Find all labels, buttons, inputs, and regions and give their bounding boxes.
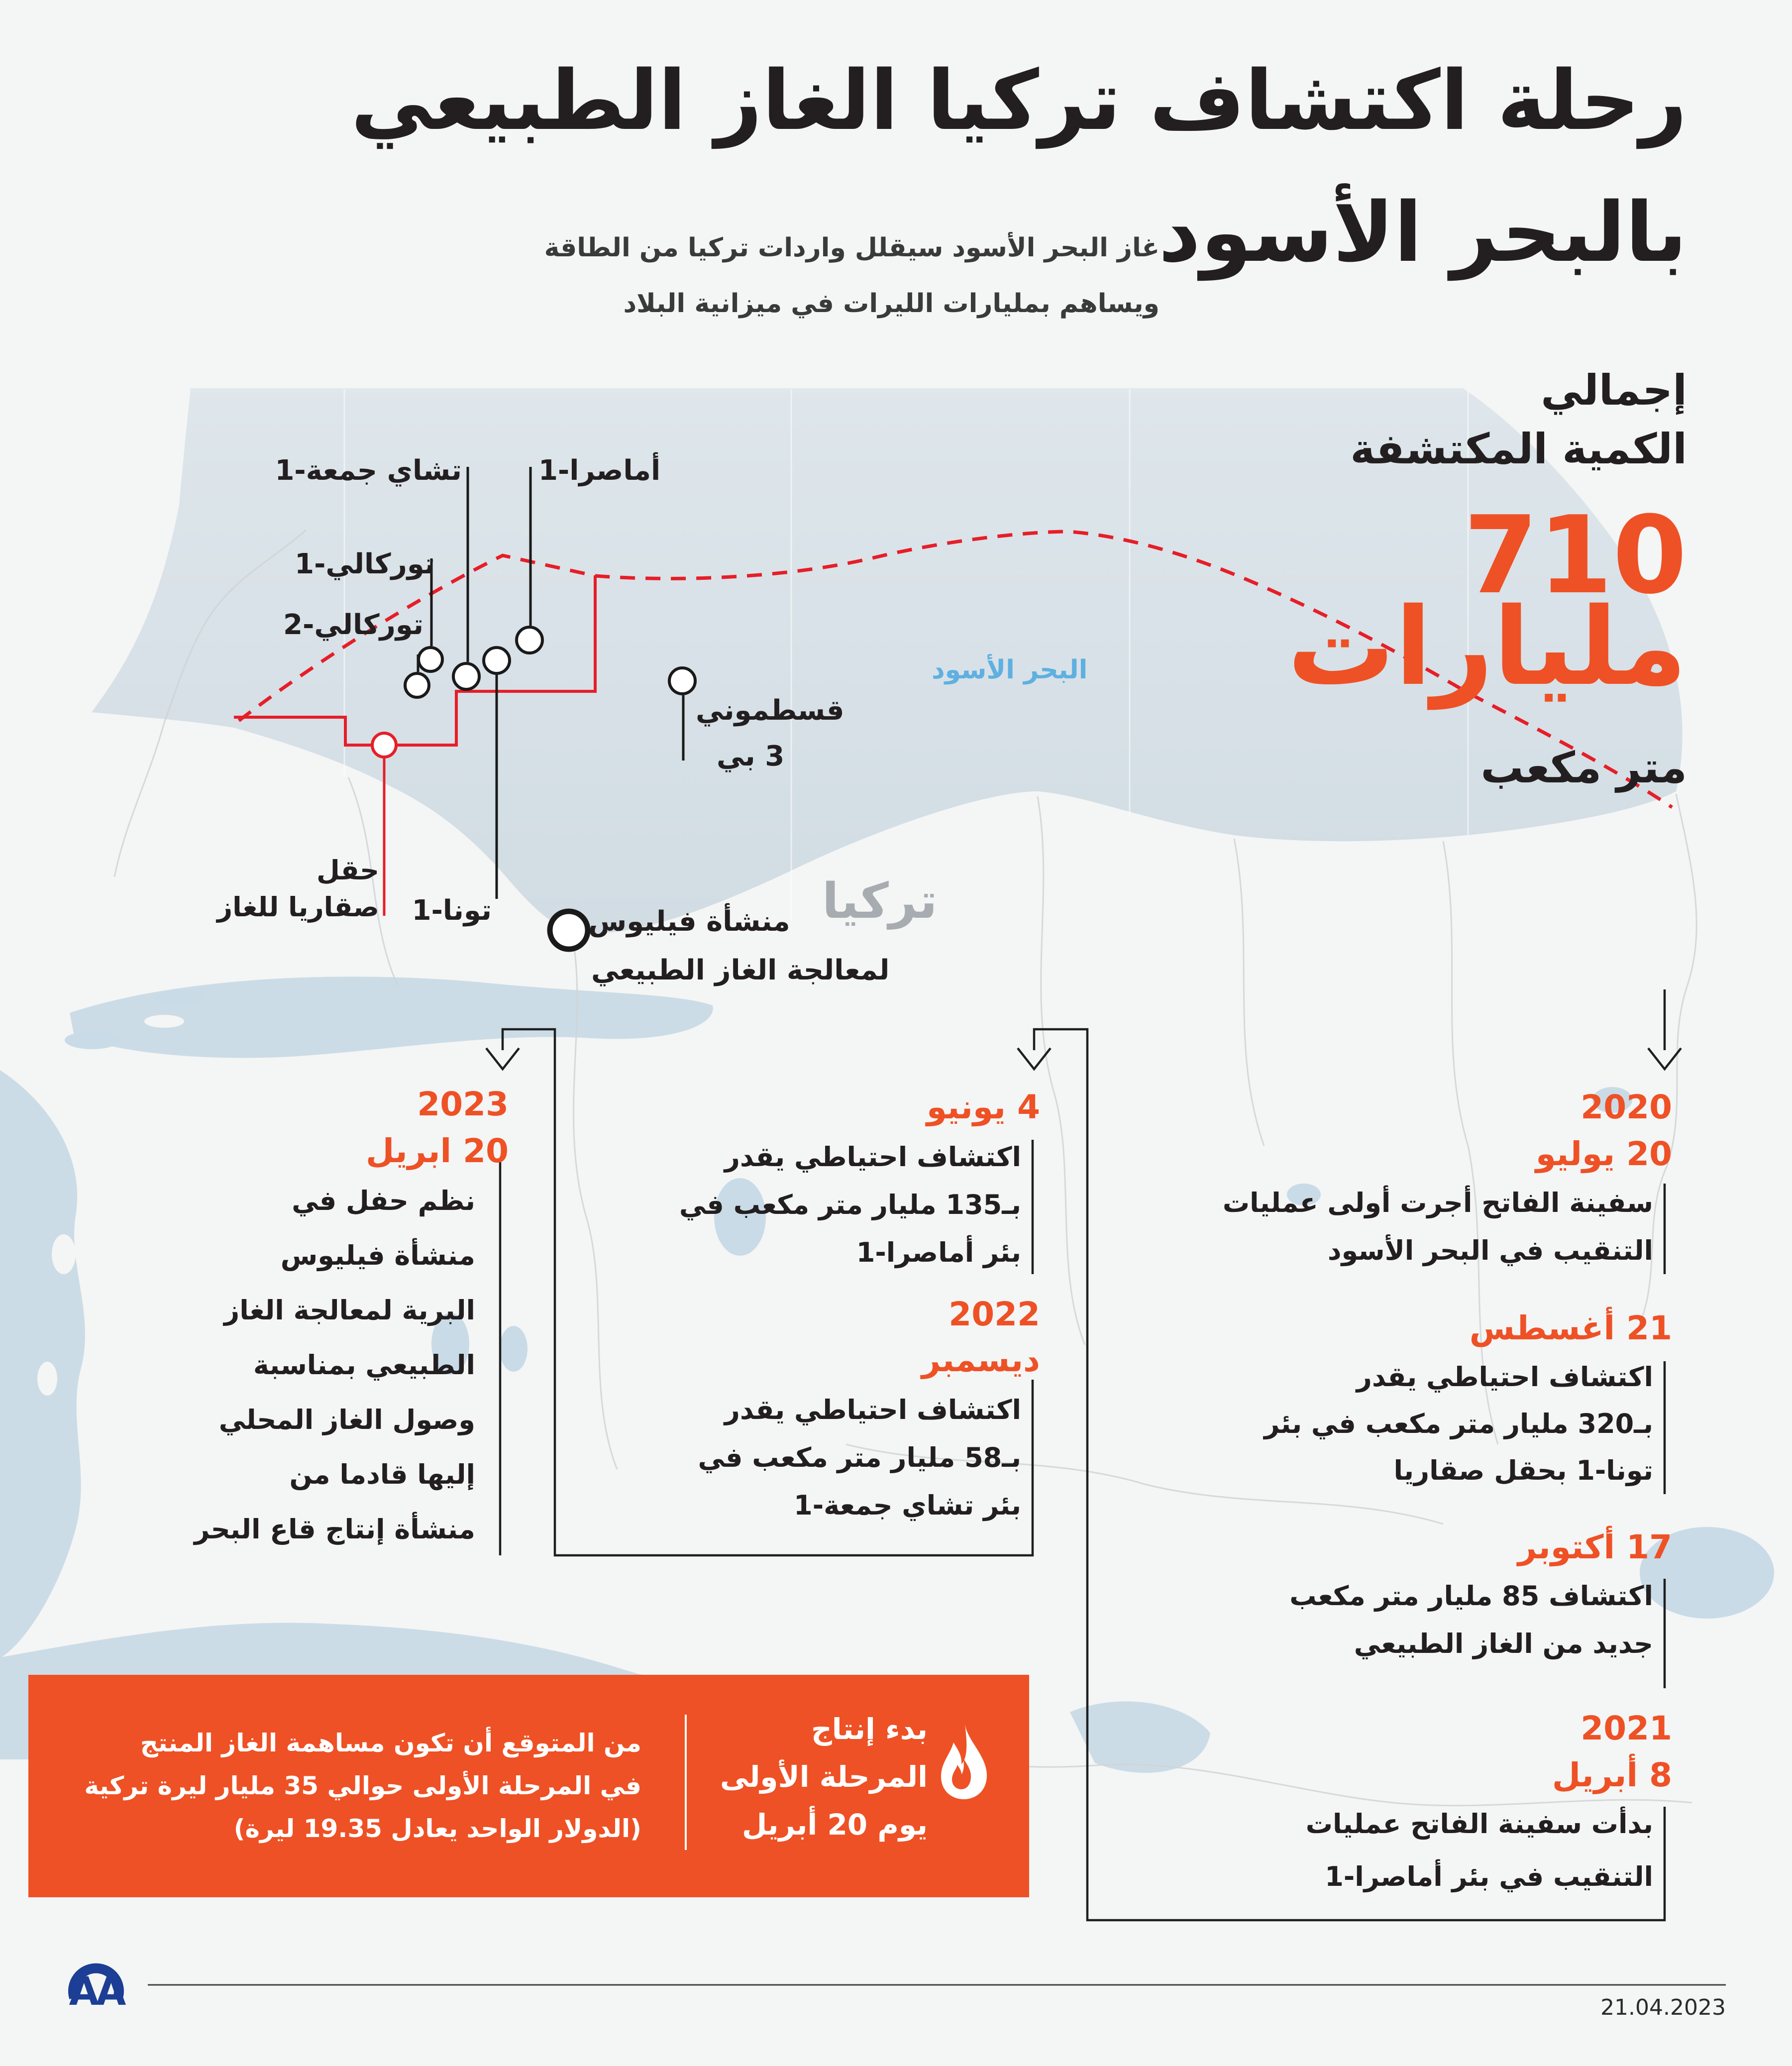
timeline-2020-body2-line2: بـ320 مليار متر مكعب في بئر [1264,1408,1653,1439]
well-label-kastamonu-line1: قسطموني [696,694,844,727]
filyos-facility-label-line1: منشأة فيليوس [588,905,790,938]
box-divider [685,1715,687,1850]
contribution-line2: في المرحلة الأولى حوالي 35 مليار ليرة تركية [84,1771,641,1800]
well-label-caycuma1: تشاي جمعة-1 [275,454,462,487]
timeline-2020-body3-line1: اكتشاف 85 مليار متر مكعب [1289,1580,1653,1612]
timeline-june4-body-line2: بـ135 مليار متر مكعب في [679,1189,1021,1220]
timeline-2022-body-line3: بئر تشاي جمعة-1 [794,1490,1021,1521]
well-marker-tuna1 [484,648,510,673]
timeline-2021-year: 2021 [1581,1709,1672,1747]
map-top-fade [0,342,1792,397]
sakarya-field-marker [372,733,396,757]
timeline-2022-body-line2: بـ58 مليار متر مكعب في [698,1442,1021,1473]
timeline-2023-body-line4: الطبيعي بمناسبة [253,1349,475,1381]
timeline-2022-year: 2022 [949,1295,1040,1333]
timeline-2023-year: 2023 [417,1085,509,1123]
timeline-2023-body-line6: إليها قادما من [289,1459,475,1490]
timeline-2020-body1-line2: التنقيب في البحر الأسود [1327,1235,1653,1266]
aegean-island-2 [37,1362,57,1396]
subtitle-line1: غاز البحر الأسود سيقلل واردات تركيا من الطاقة [544,233,1160,263]
total-unit-big: مليارات [1287,584,1687,709]
contribution-line1: من المتوقع أن تكون مساهمة الغاز المنتج [140,1729,641,1757]
total-label-line2: الكمية المكتشفة [1350,425,1687,473]
production-start-line1: بدء إنتاج [811,1712,928,1746]
well-marker-turkali2 [405,673,429,697]
production-start-line3: يوم 20 أبريل [741,1808,928,1842]
well-marker-kastamonu [669,668,695,694]
timeline-2023-body-line5: وصول الغاز المحلي [218,1404,475,1435]
marmara-island [144,1015,184,1028]
timeline-2023-date: 20 ابريل [366,1132,509,1170]
aegean-island-1 [52,1234,76,1274]
timeline-2020-date1: 20 يوليو [1535,1135,1672,1173]
publish-date: 21.04.2023 [1600,1995,1726,2020]
timeline-2020-date2: 21 أغسطس [1469,1309,1672,1347]
iskenderun-gulf-shape [1070,1701,1210,1773]
timeline-2021-body-line1: بدأت سفينة الفاتح عمليات [1305,1808,1653,1840]
well-marker-turkali1 [419,648,442,671]
filyos-facility-marker [550,911,588,949]
timeline-2022-date: ديسمبر [921,1341,1040,1379]
timeline-2021-body-line2: التنقيب في بئر أماصرا-1 [1325,1861,1653,1892]
timeline-2023-body-line1: نظم حفل في [292,1185,475,1216]
production-start-line2: المرحلة الأولى [720,1760,928,1794]
country-name-label: تركيا [822,873,938,930]
timeline-2023-body-line7: منشأة إنتاج قاع البحر [194,1514,475,1545]
page-title-line2: بالبحر الأسود [1158,185,1687,280]
well-label-tuna1: تونا-1 [412,894,492,927]
well-marker-amasra1 [517,627,542,653]
timeline-2023-body-line2: منشأة فيليوس [280,1240,475,1271]
page-title-line1: رحلة اكتشاف تركيا الغاز الطبيعي [351,53,1687,148]
timeline-2020-body3-line2: جديد من الغاز الطبيعي [1354,1628,1653,1659]
timeline-2021-date: 8 أبريل [1552,1756,1672,1794]
well-label-turkali2: توركالي-2 [283,609,423,641]
timeline-june4-body-line1: اكتشاف احتياطي يقدر [724,1141,1021,1173]
well-label-amasra1: أماصرا-1 [538,454,661,487]
well-label-turkali1: توركالي-1 [295,548,435,580]
filyos-facility-label-line2: لمعالجة الغاز الطبيعي [591,954,890,986]
contribution-line3: (الدولار الواحد يعادل 19.35 ليرة) [233,1814,641,1843]
timeline-june4-date: 4 يونيو [926,1088,1040,1126]
well-label-kastamonu-line2: 3 بي [717,740,785,772]
timeline-2022-body-line1: اكتشاف احتياطي يقدر [724,1394,1021,1425]
total-unit-small: متر مكعب [1480,743,1687,793]
timeline-2023-body-line3: البرية لمعالجة الغاز [224,1295,475,1326]
aa-logo [69,1968,126,2014]
flame-icon [938,1724,990,1799]
sakarya-field-label-line2: صقاريا للغاز [217,891,379,923]
timeline-2020-body2-line3: تونا-1 بحقل صقاريا [1393,1455,1653,1486]
sea-name-label: البحر الأسود [932,655,1088,685]
timeline-2020-body2-line1: اكتشاف احتياطي يقدر [1356,1361,1653,1393]
aa-logo-letters: AA [69,1969,123,2014]
timeline-2020-date3: 17 أكتوبر [1517,1528,1672,1566]
timeline-2020-body1-line1: سفينة الفاتح أجرت أولى عمليات [1222,1187,1653,1218]
timeline-2020-year: 2020 [1581,1088,1672,1126]
timeline-june4-body-line3: بئر أماصرا-1 [856,1237,1021,1268]
well-marker-caycuma1 [453,663,479,689]
sakarya-field-label-line1: حقل [316,855,379,886]
total-label-line1: إجمالي [1541,366,1687,415]
total-value: 710 [1464,493,1687,618]
subtitle-line2: ويساهم بمليارات الليرات في ميزانية البلاد [623,289,1160,319]
production-highlight-box [28,1675,1029,1897]
aegean-island-3 [97,1543,152,1628]
